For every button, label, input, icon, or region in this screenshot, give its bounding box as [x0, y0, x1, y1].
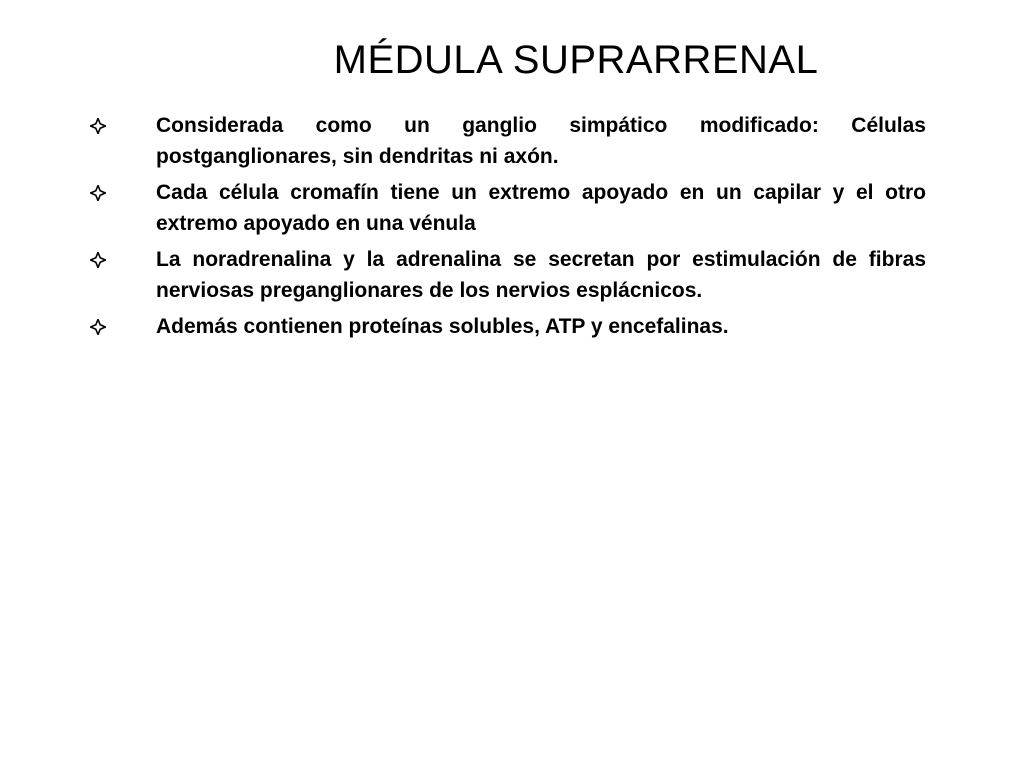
bullet-item — [90, 244, 926, 306]
bullet-list — [90, 110, 926, 347]
diamond-bullet-icon — [90, 244, 156, 275]
bullet-text: La noradrenalina y la adrenalina se secretan por estimulación de fibras nerviosas preganglionares de los nervios esplácnicos. — [156, 248, 926, 302]
bullet-text: Además contienen proteínas solubles, ATP y encefalinas. — [156, 315, 729, 338]
bullet-item — [90, 177, 926, 239]
diamond-bullet-icon — [90, 177, 156, 208]
bullet-text: Considerada como un ganglio simpático modificado: Células postganglionares, sin dendritas ni axón. — [156, 114, 926, 168]
diamond-bullet-icon — [90, 110, 156, 141]
bullet-text: Cada célula cromafín tiene un extremo apoyado en un capilar y el otro extremo apoyado en una vénula — [156, 181, 926, 235]
bullet-item — [90, 311, 926, 342]
diamond-bullet-icon — [90, 311, 156, 342]
slide-title: MÉDULA SUPRARRENAL — [333, 38, 819, 82]
bullet-item — [90, 110, 926, 172]
